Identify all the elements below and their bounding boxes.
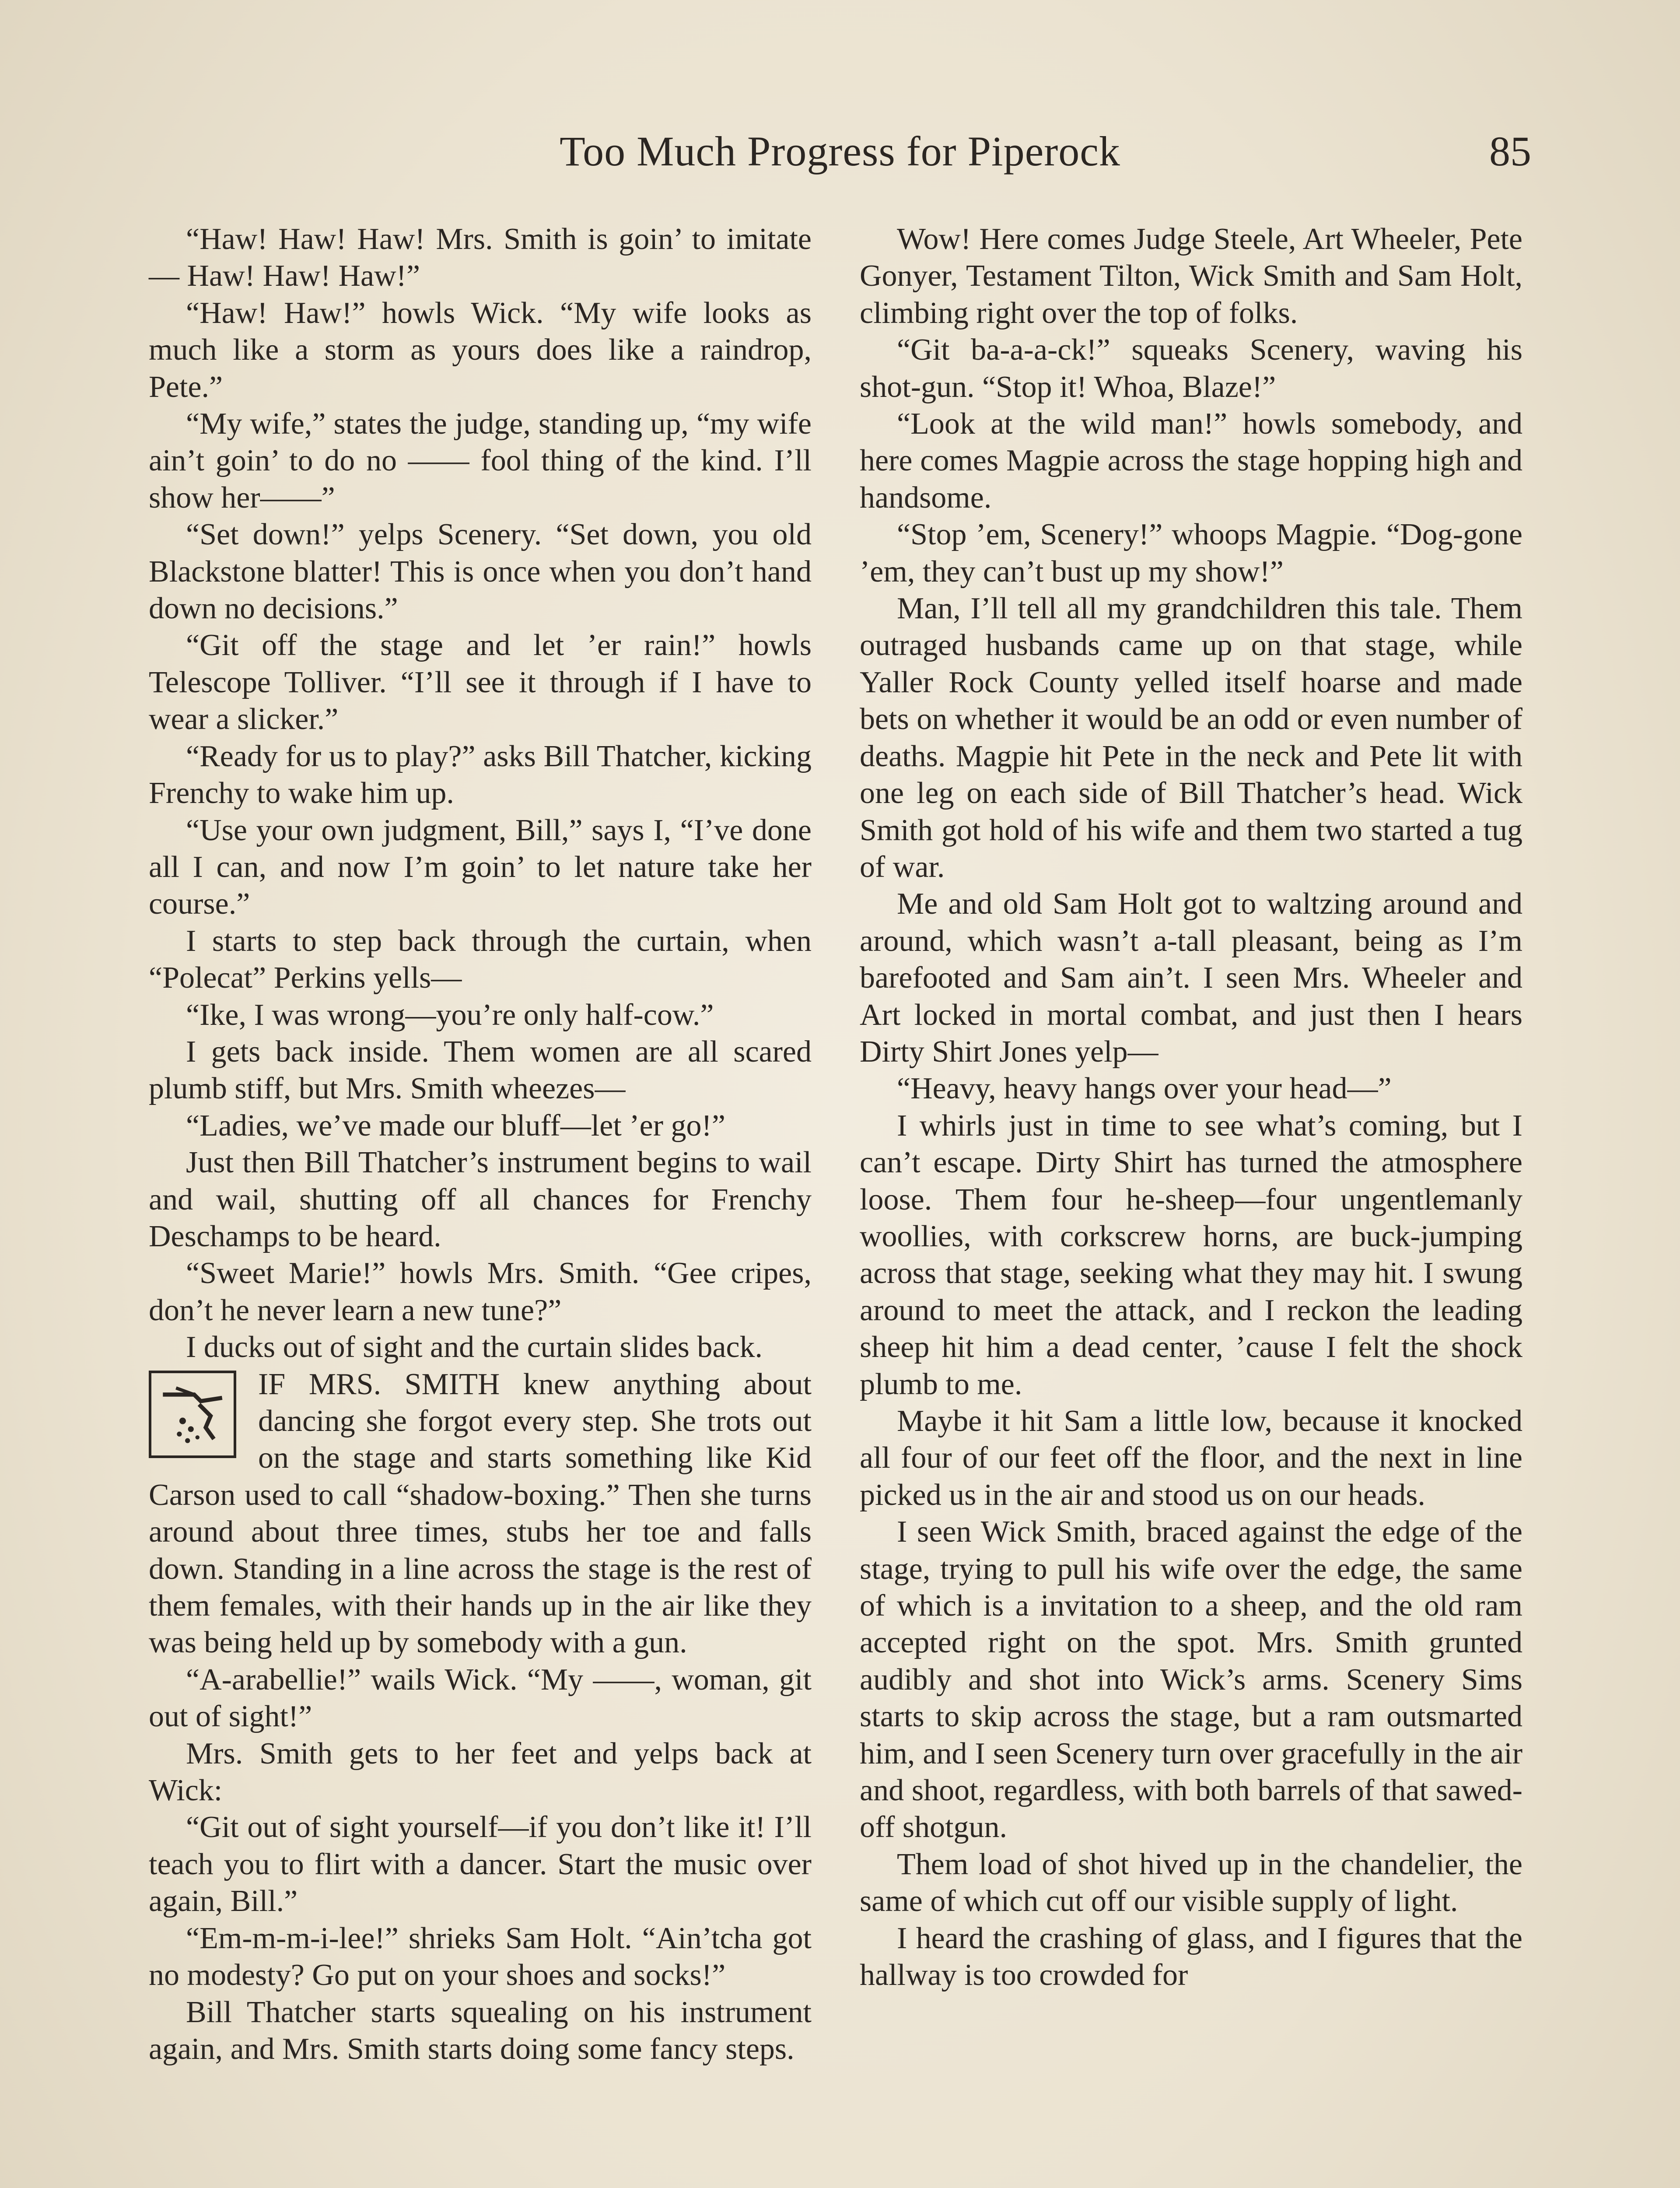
paragraph: “Git out of sight yourself—if you don’t like it! I’ll teach you to flirt with a dancer. Start the music over again, Bill.”	[149, 1810, 812, 1918]
right-column	[860, 221, 1522, 1994]
left-column	[149, 221, 812, 2068]
paragraph: “Heavy, heavy hangs over your head—”	[897, 1072, 1392, 1106]
paragraph: Mrs. Smith gets to her feet and yelps back at Wick:	[149, 1736, 812, 1808]
paragraph: Bill Thatcher starts squealing on his instrument again, and Mrs. Smith starts doing some fancy steps.	[149, 1995, 812, 2066]
paragraph: “Ladies, we’ve made our bluff—let ’er go!”	[186, 1108, 725, 1143]
paragraph: “Stop ’em, Scenery!” whoops Magpie. “Dog-gone ’em, they can’t bust up my show!”	[860, 518, 1522, 589]
paragraph: “Ike, I was wrong—you’re only half-cow.”	[186, 998, 714, 1032]
paragraph: “Use your own judgment, Bill,” says I, “I’ve done all I can, and now I’m goin’ to let nature take her course.”	[149, 813, 812, 921]
section-opening-paragraph	[149, 1366, 812, 1662]
paragraph: “Haw! Haw! Haw! Mrs. Smith is goin’ to imitate— Haw! Haw! Haw!”	[149, 222, 812, 293]
paragraph: I seen Wick Smith, braced against the edge of the stage, trying to pull his wife over the edge, the same of which is a invitation to a sheep, and the old ram accepted right on the spot. Mrs. Smith grunted audibly and shot into Wick’s arms. Scenery Sims starts to skip across the stage, but a ram outsmarted him, and I seen Scenery turn over gracefully in the air and shoot, regardless, with both barrels of that sawed-off shotgun.	[860, 1515, 1522, 1844]
paragraph: I gets back inside. Them women are all scared plumb stiff, but Mrs. Smith wheezes—	[149, 1034, 812, 1106]
running-head-title: Too Much Progress for Piperock	[560, 128, 1120, 175]
paragraph: Just then Bill Thatcher’s instrument begins to wail and wail, shutting off all chances for Frenchy Deschamps to be heard.	[149, 1146, 812, 1253]
paragraph: “Ready for us to play?” asks Bill Thatcher, kicking Frenchy to wake him up.	[149, 739, 812, 810]
paragraph: Wow! Here comes Judge Steele, Art Wheeler, Pete Gonyer, Testament Tilton, Wick Smith and Sam Holt, climbing right over the top of folks.	[860, 222, 1522, 330]
paragraph: I ducks out of sight and the curtain slides back.	[186, 1330, 763, 1364]
paragraph: Me and old Sam Holt got to waltzing around and around, which wasn’t a-tall pleasant, being as I’m barefooted and Sam ain’t. I seen Mrs. Wheeler and Art locked in mortal combat, and just then I hears Dirty Shirt Jones yelp—	[860, 887, 1522, 1069]
paragraph: Maybe it hit Sam a little low, because it knocked all four of our feet off the floor, and the next in line picked us in the air and stood us on our heads.	[860, 1404, 1522, 1512]
paragraph: “A-arabellie!” wails Wick. “My ——, woman, git out of sight!”	[149, 1662, 812, 1734]
paragraph: I starts to step back through the curtain, when “Polecat” Perkins yells—	[149, 924, 812, 995]
paragraph: Man, I’ll tell all my grandchildren this tale. Them outraged husbands came up on that stage, while Yaller Rock County yelled itself hoarse and made bets on whether it would be an odd or even number of deaths. Magpie hit Pete in the neck and Pete lit with one leg on each side of Bill Thatcher’s head. Wick Smith got hold of his wife and them two started a tug of war.	[860, 592, 1522, 884]
paragraph: “Sweet Marie!” howls Mrs. Smith. “Gee cripes, don’t he never learn a new tune?”	[149, 1256, 812, 1327]
paragraph: “My wife,” states the judge, standing up, “my wife ain’t goin’ to do no —— fool thing of the kind. I’ll show her——”	[149, 407, 812, 515]
paragraph: “Em-m-m-i-lee!” shrieks Sam Holt. “Ain’tcha got no modesty? Go put on your shoes and socks!”	[149, 1921, 812, 1992]
paragraph: I heard the crashing of glass, and I figures that the hallway is too crowded for	[860, 1921, 1522, 1992]
paragraph: “Git ba-a-a-ck!” squeaks Scenery, waving his shot-gun. “Stop it! Whoa, Blaze!”	[860, 333, 1522, 404]
page-number: 85	[1489, 128, 1531, 175]
paragraph: Them load of shot hived up in the chandelier, the same of which cut off our visible supply of light.	[860, 1847, 1522, 1918]
hand-sower-ornament-icon	[149, 1371, 236, 1458]
section-opening-text: IF MRS. SMITH knew anything about dancing she forgot every step. She trots out on the stage and starts something like Kid Carson used to call “shadow-boxing.” Then she turns around about three times, stubs her toe and falls down. Standing in a line across the stage is the rest of them females, with their hands up in the air like they was being held up by somebody with a gun.	[149, 1367, 812, 1660]
ornament-drawing	[151, 1373, 234, 1455]
paragraph: “Set down!” yelps Scenery. “Set down, you old Blackstone blatter! This is once when you don’t hand down no decisions.”	[149, 518, 812, 626]
paragraph: “Look at the wild man!” howls somebody, and here comes Magpie across the stage hopping high and handsome.	[860, 407, 1522, 515]
paragraph: I whirls just in time to see what’s coming, but I can’t escape. Dirty Shirt has turned the atmosphere loose. Them four he-sheep—four ungentlemanly woollies, with corkscrew horns, are buck-jumping across that stage, seeking what they may hit. I swung around to meet the attack, and I reckon the leading sheep hit him a dead center, ’cause I felt the shock plumb to me.	[860, 1108, 1522, 1401]
paragraph: “Haw! Haw!” howls Wick. “My wife looks as much like a storm as yours does like a raindrop, Pete.”	[149, 296, 812, 404]
paragraph: “Git off the stage and let ’er rain!” howls Telescope Tolliver. “I’ll see it through if I have to wear a slicker.”	[149, 628, 812, 736]
